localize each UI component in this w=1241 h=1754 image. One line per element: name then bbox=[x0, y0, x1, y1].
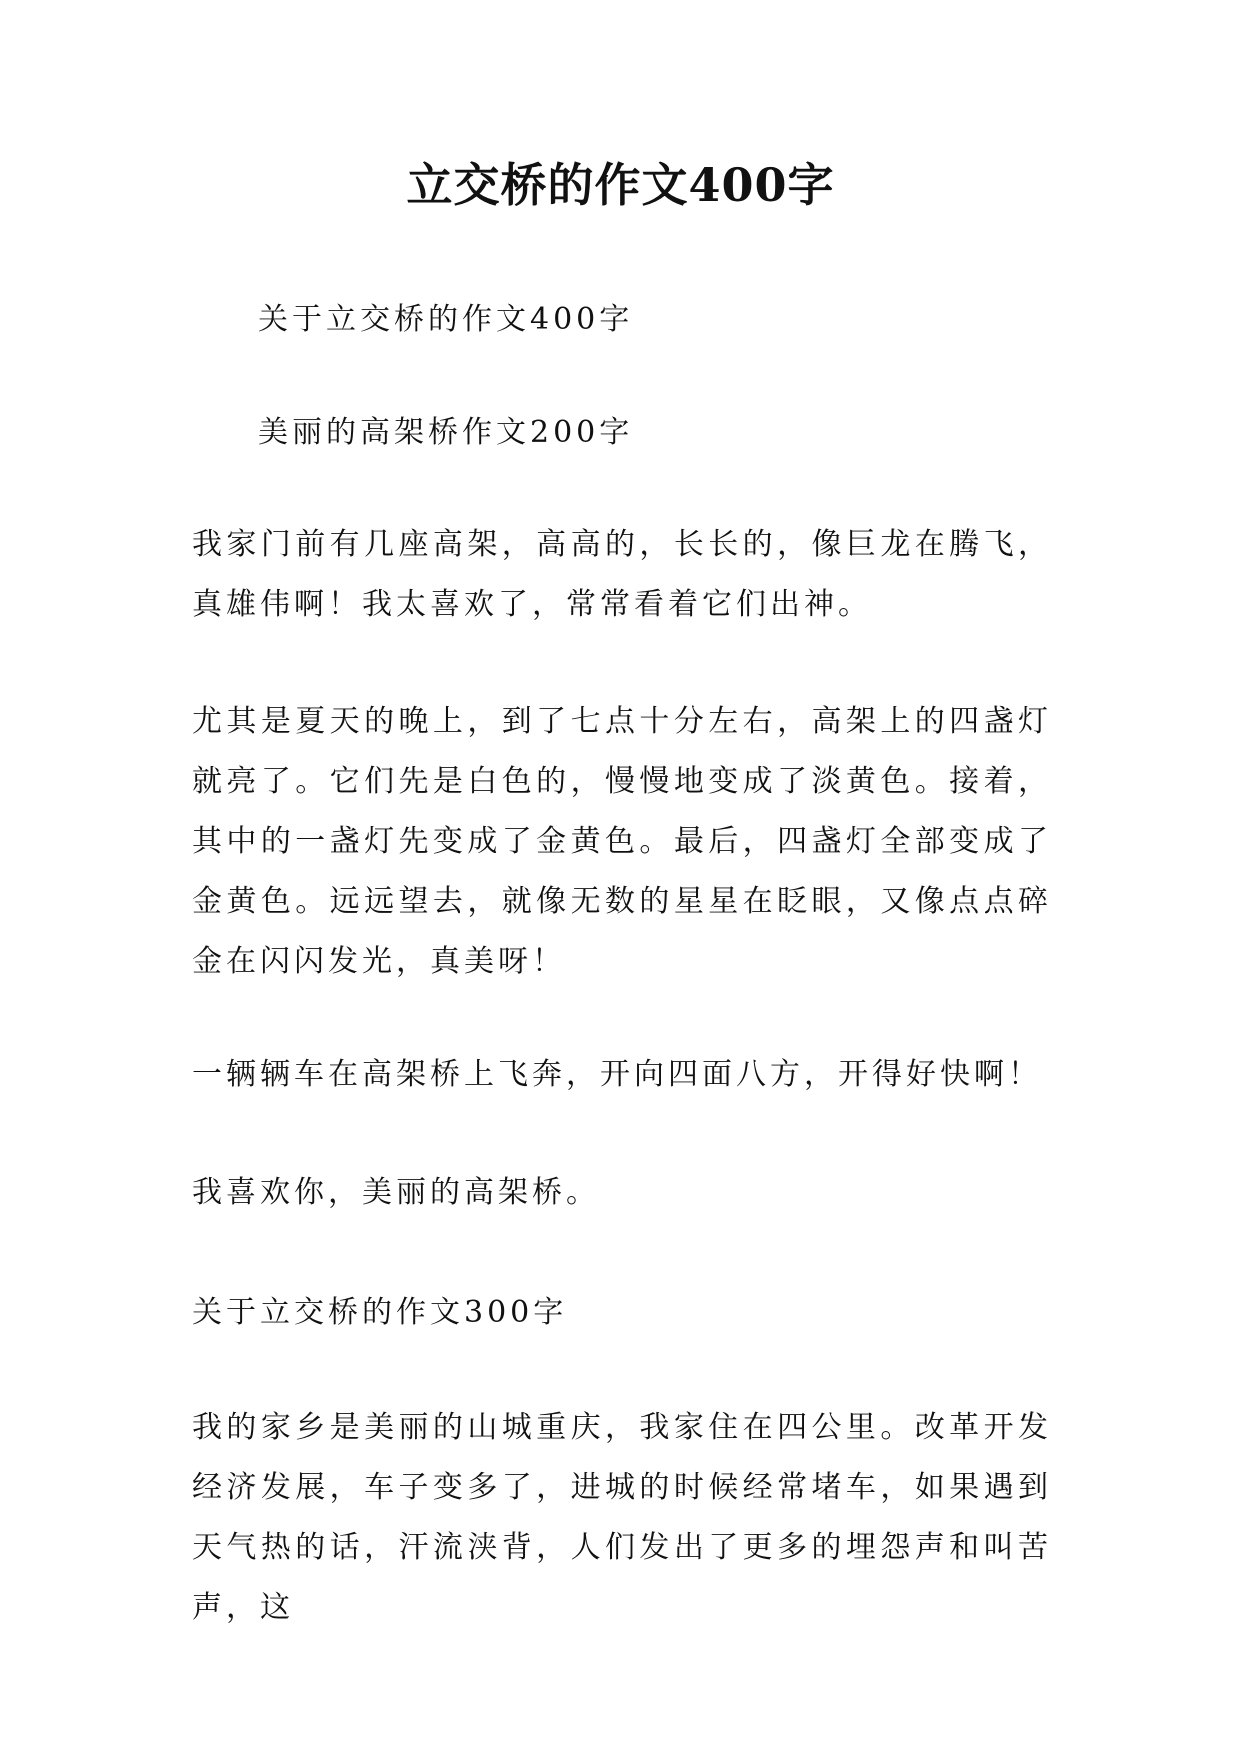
document-title: 立交桥的作文400字 bbox=[406, 158, 835, 212]
paragraph-3: 一辆辆车在高架桥上飞奔，开向四面八方，开得好快啊！ bbox=[192, 1057, 1042, 1092]
subtitle-300: 关于立交桥的作文300字 bbox=[192, 1295, 568, 1330]
subtitle-400: 关于立交桥的作文400字 bbox=[258, 302, 634, 337]
paragraph-4: 我喜欢你，美丽的高架桥。 bbox=[192, 1175, 600, 1210]
paragraph-1: 我家门前有几座高架，高高的，长长的，像巨龙在腾飞，真雄伟啊！我太喜欢了，常常看着它们出神。 bbox=[192, 527, 1052, 622]
paragraph-5: 我的家乡是美丽的山城重庆，我家住在四公里。改革开发经济发展，车子变多了，进城的时候经常堵车，如果遇到天气热的话，汗流浃背，人们发出了更多的埋怨声和叫苦声，这 bbox=[192, 1410, 1052, 1625]
subtitle-200: 美丽的高架桥作文200字 bbox=[258, 415, 634, 450]
paragraph-2: 尤其是夏天的晚上，到了七点十分左右，高架上的四盏灯就亮了。它们先是白色的，慢慢地变成了淡黄色。接着，其中的一盏灯先变成了金黄色。最后，四盏灯全部变成了金黄色。远远望去，就像无数的星星在眨眼，又像点点碎金在闪闪发光，真美呀！ bbox=[192, 704, 1052, 979]
